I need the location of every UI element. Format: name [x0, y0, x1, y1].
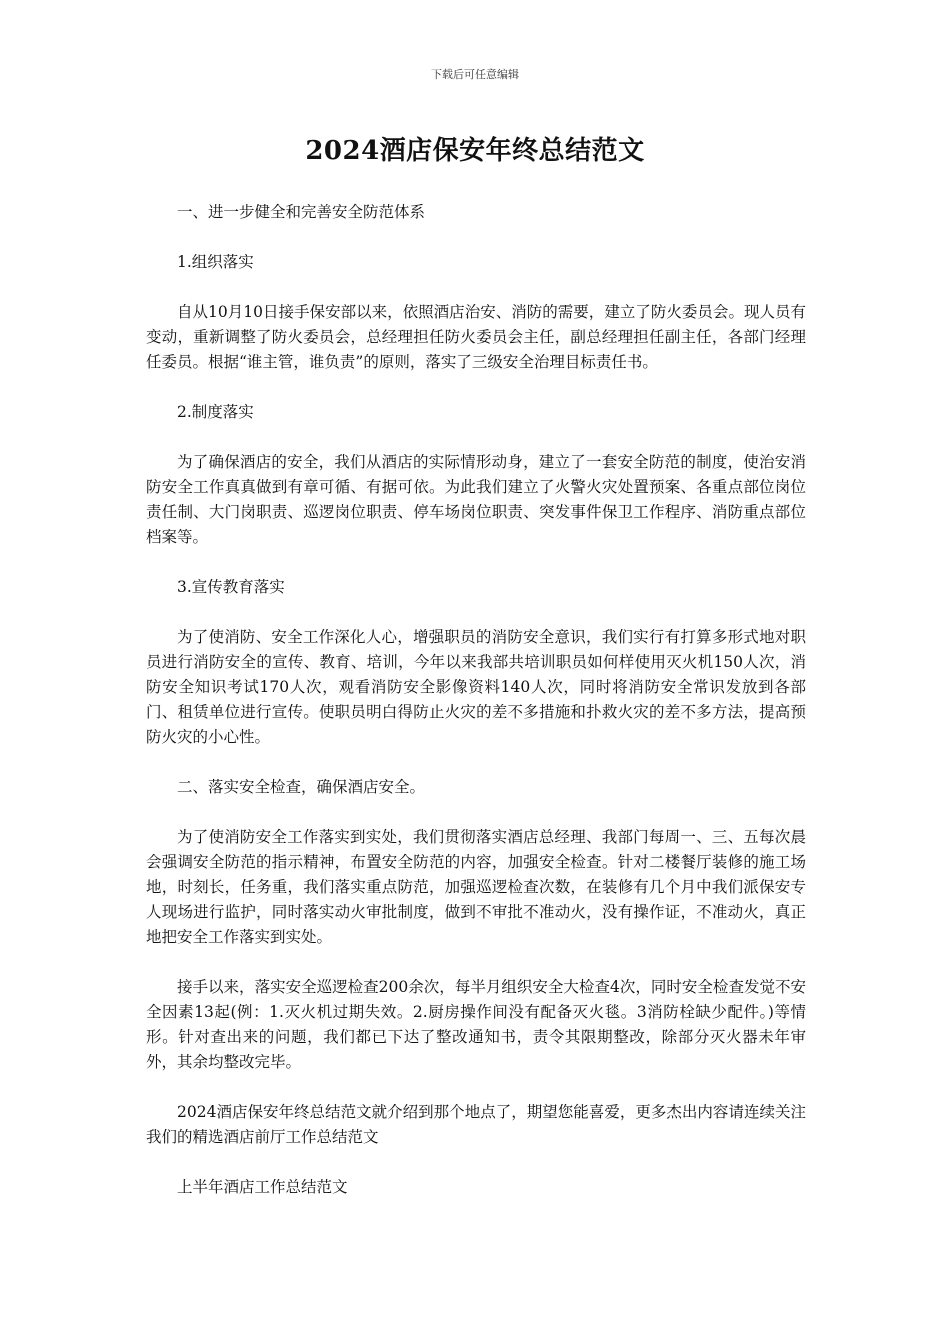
paragraph-patrol: 接手以来，落实安全巡逻检查200余次，每半月组织安全大检查4次，同时安全检查发觉不安全因素13起(例：1.灭火机过期失效。2.厨房操作间没有配备灭火毯。3消防栓缺少配件。)等情形。针对查出来的问题，我们都已下达了整改通知书，责令其限期整改，除部分灭火器未年审外，其余均整改完毕。 [146, 978, 806, 1071]
subheading-system: 2.制度落实 [177, 403, 254, 421]
paragraph-closing: 2024酒店保安年终总结范文就介绍到那个地点了，期望您能喜爱，更多杰出内容请连续关注我们的精选酒店前厅工作总结范文 [146, 1103, 806, 1146]
document-body [146, 200, 806, 1225]
subheading-education: 3.宣传教育落实 [177, 578, 285, 596]
section-heading-2: 二、落实安全检查，确保酒店安全。 [177, 778, 426, 796]
paragraph-education: 为了使消防、安全工作深化人心，增强职员的消防安全意识，我们实行有打算多形式地对职员进行消防安全的宣传、教育、培训，今年以来我部共培训职员如何样使用灭火机150人次，消防安全知识考试170人次，观看消防安全影像资料140人次，同时将消防安全常识发放到各部门、租赁单位进行宣传。使职员明白得防止火灾的差不多措施和扑救火灾的差不多方法，提高预防火灾的小心性。 [146, 628, 806, 746]
subheading-organization: 1.组织落实 [177, 253, 254, 271]
related-link-text: 上半年酒店工作总结范文 [177, 1178, 348, 1196]
section-heading-1: 一、进一步健全和完善安全防范体系 [177, 203, 426, 221]
document-title: 2024酒店保安年终总结范文 [305, 136, 645, 166]
paragraph-system: 为了确保酒店的安全，我们从酒店的实际情形动身，建立了一套安全防范的制度，使治安消防安全工作真真做到有章可循、有据可依。为此我们建立了火警火灾处置预案、各重点部位岗位责任制、大门岗职责、巡逻岗位职责、停车场岗位职责、突发事件保卫工作程序、消防重点部位档案等。 [146, 453, 806, 546]
paragraph-inspection: 为了使消防安全工作落实到实处，我们贯彻落实酒店总经理、我部门每周一、三、五每次晨会强调安全防范的指示精神，布置安全防范的内容，加强安全检查。针对二楼餐厅装修的施工场地，时刻长，任务重，我们落实重点防范，加强巡逻检查次数，在装修有几个月中我们派保安专人现场进行监护，同时落实动火审批制度，做到不审批不准动火，没有操作证，不准动火，真正地把安全工作落实到实处。 [146, 828, 806, 946]
paragraph-organization: 自从10月10日接手保安部以来，依照酒店治安、消防的需要，建立了防火委员会。现人员有变动，重新调整了防火委员会，总经理担任防火委员会主任，副总经理担任副主任，各部门经理任委员。根据“谁主管，谁负责”的原则，落实了三级安全治理目标责任书。 [146, 303, 806, 371]
header-note: 下载后可任意编辑 [431, 68, 519, 81]
